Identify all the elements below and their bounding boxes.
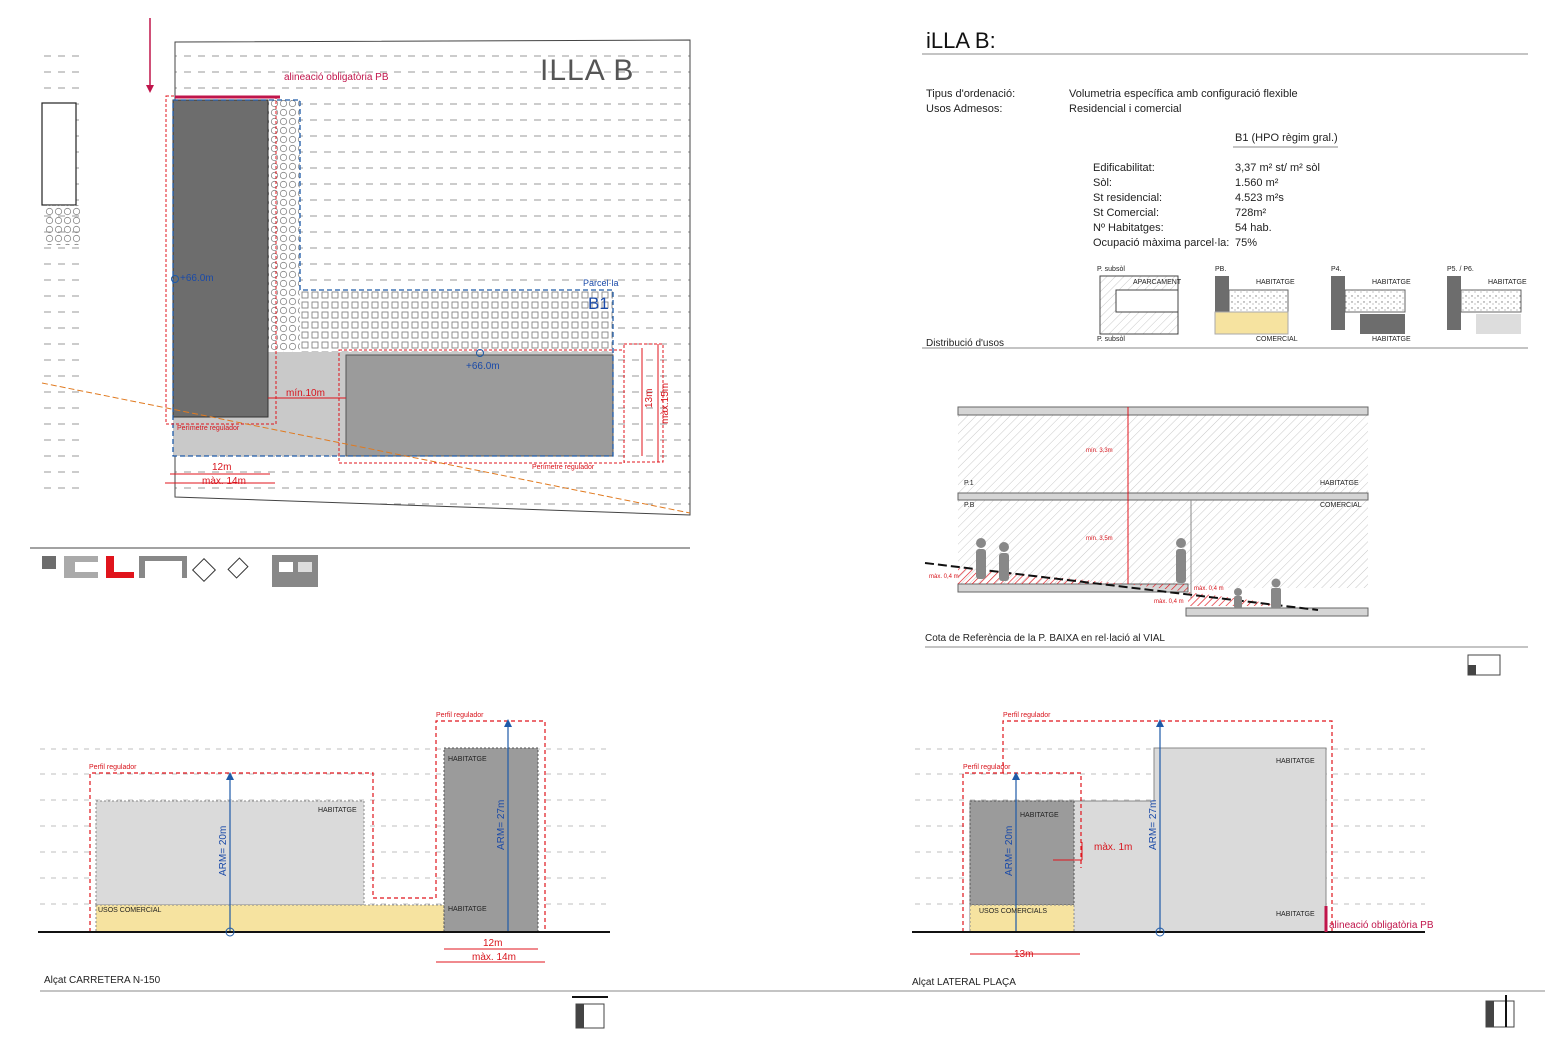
legend-ps-top: P. subsòl xyxy=(1097,266,1125,273)
section-p1: P.1 xyxy=(964,480,974,487)
elev-right-caption: Alçat LATERAL PLAÇA xyxy=(912,977,1016,988)
allowed-uses-value: Residencial i comercial xyxy=(1069,103,1182,115)
stat-value-2: 4.523 m²s xyxy=(1235,192,1284,204)
elev-left-perfil-2: Perfil regulador xyxy=(436,712,484,719)
plan-title: ILLA B xyxy=(540,54,635,87)
section-drawing xyxy=(925,398,1528,647)
symbol-legend-row xyxy=(42,555,318,587)
elev-right-dim-13m: 13m xyxy=(1014,949,1034,960)
legend-comercial: COMERCIAL xyxy=(1256,336,1298,343)
stat-value-4: 54 hab. xyxy=(1235,222,1272,234)
order-type-value: Volumetria específica amb configuració flexible xyxy=(1069,88,1298,100)
distribution-label: Distribució d'usos xyxy=(926,338,1005,349)
section-caption: Cota de Referència de la P. BAIXA en rel·lació al VIAL xyxy=(925,633,1165,644)
elev-left-perfil-1: Perfil regulador xyxy=(89,764,137,771)
elev-left-habitatge-2: HABITATGE xyxy=(448,756,487,763)
elev-left-caption: Alçat CARRETERA N-150 xyxy=(44,975,161,986)
elev-left-habitatge-3: HABITATGE xyxy=(448,906,487,913)
perimeter-label-1: Perímetre regulador xyxy=(177,425,240,432)
section-max04-c: màx. 0,4 m xyxy=(1194,586,1224,592)
stat-value-1: 1.560 m² xyxy=(1235,177,1279,189)
elev-right-arm20: ARM= 20m xyxy=(1004,825,1015,876)
stat-label-0: Edificabilitat: xyxy=(1093,162,1155,174)
stat-label-1: Sòl: xyxy=(1093,177,1112,189)
alignment-label: alineació obligatòria PB xyxy=(284,72,389,83)
stat-value-5: 75% xyxy=(1235,237,1258,249)
legend-habitatge-4: HABITATGE xyxy=(1488,279,1527,286)
stat-label-3: St Comercial: xyxy=(1093,207,1160,219)
legend-ps-bottom: P. subsòl xyxy=(1097,336,1125,343)
section-habitatge: HABITATGE xyxy=(1320,480,1359,487)
stat-label-2: St residencial: xyxy=(1093,192,1163,204)
stat-label-4: Nº Habitatges: xyxy=(1093,222,1164,234)
elev-right-perfil-1: Perfil regulador xyxy=(963,764,1011,771)
column-header: B1 (HPO règim gral.) xyxy=(1235,132,1338,144)
legend-aparcament: APARCAMENT xyxy=(1133,279,1182,286)
elevation-right xyxy=(912,719,1425,954)
elev-right-usos: USOS COMERCIALS xyxy=(979,908,1048,915)
min-distance-label: mín.10m xyxy=(286,388,325,399)
elev-left-habitatge-1: HABITATGE xyxy=(318,807,357,814)
dim-max14m: màx. 14m xyxy=(202,476,246,487)
level-marker-1: +66.0m xyxy=(180,273,214,284)
elev-right-habitatge-3: HABITATGE xyxy=(1276,911,1315,918)
section-pb: P.B xyxy=(964,502,975,509)
section-min33: mín. 3,3m xyxy=(1086,448,1113,454)
elev-left-usos: USOS COMERCIAL xyxy=(98,907,162,914)
elev-left-arm20: ARM= 20m xyxy=(218,825,229,876)
level-marker-2: +66.0m xyxy=(466,361,500,372)
elev-left-arm27: ARM= 27m xyxy=(496,799,507,850)
parcel-label: Parcel·la xyxy=(583,278,619,288)
legend-p4: P4. xyxy=(1331,266,1342,273)
section-comercial: COMERCIAL xyxy=(1320,502,1362,509)
allowed-uses-label: Usos Admesos: xyxy=(926,103,1003,115)
section-min35: mín. 3,5m xyxy=(1086,536,1113,542)
dim-12m: 12m xyxy=(212,462,232,473)
perimeter-label-2: Perímetre regulador xyxy=(532,464,595,471)
north-symbol-1 xyxy=(1468,655,1500,675)
north-symbol-3 xyxy=(1486,995,1514,1027)
elev-left-dim-max14m: màx. 14m xyxy=(472,952,516,963)
north-symbol-2 xyxy=(572,997,608,1028)
elev-right-perfil-2: Perfil regulador xyxy=(1003,712,1051,719)
section-max04-a: màx. 0,4 m xyxy=(929,574,959,580)
dim-13m: 13m xyxy=(644,388,655,408)
order-type-label: Tipus d'ordenació: xyxy=(926,88,1016,100)
legend-pb: PB. xyxy=(1215,266,1227,273)
legend-habitatge-3: HABITATGE xyxy=(1372,336,1411,343)
dim-max15m: màx.15m xyxy=(660,382,671,424)
stat-label-5: Ocupació màxima parcel·la: xyxy=(1093,237,1230,249)
stat-value-0: 3,37 m² st/ m² sòl xyxy=(1235,162,1320,174)
elev-right-alignment: alineació obligatòria PB xyxy=(1329,920,1434,931)
info-heading: iLLA B: xyxy=(926,28,996,53)
elev-right-max1m: màx. 1m xyxy=(1094,842,1133,853)
elev-right-habitatge-1: HABITATGE xyxy=(1020,812,1059,819)
parcel-id: B1 xyxy=(588,294,609,313)
section-max04-b: màx. 0,4 m xyxy=(1154,599,1184,605)
stat-value-3: 728m² xyxy=(1235,207,1267,219)
legend-p56: P5. / P6. xyxy=(1447,266,1474,273)
elev-right-arm27: ARM= 27m xyxy=(1148,799,1159,850)
elev-left-dim-12m: 12m xyxy=(483,938,503,949)
legend-habitatge-2: HABITATGE xyxy=(1372,279,1411,286)
legend-habitatge-1: HABITATGE xyxy=(1256,279,1295,286)
elev-right-habitatge-2: HABITATGE xyxy=(1276,758,1315,765)
